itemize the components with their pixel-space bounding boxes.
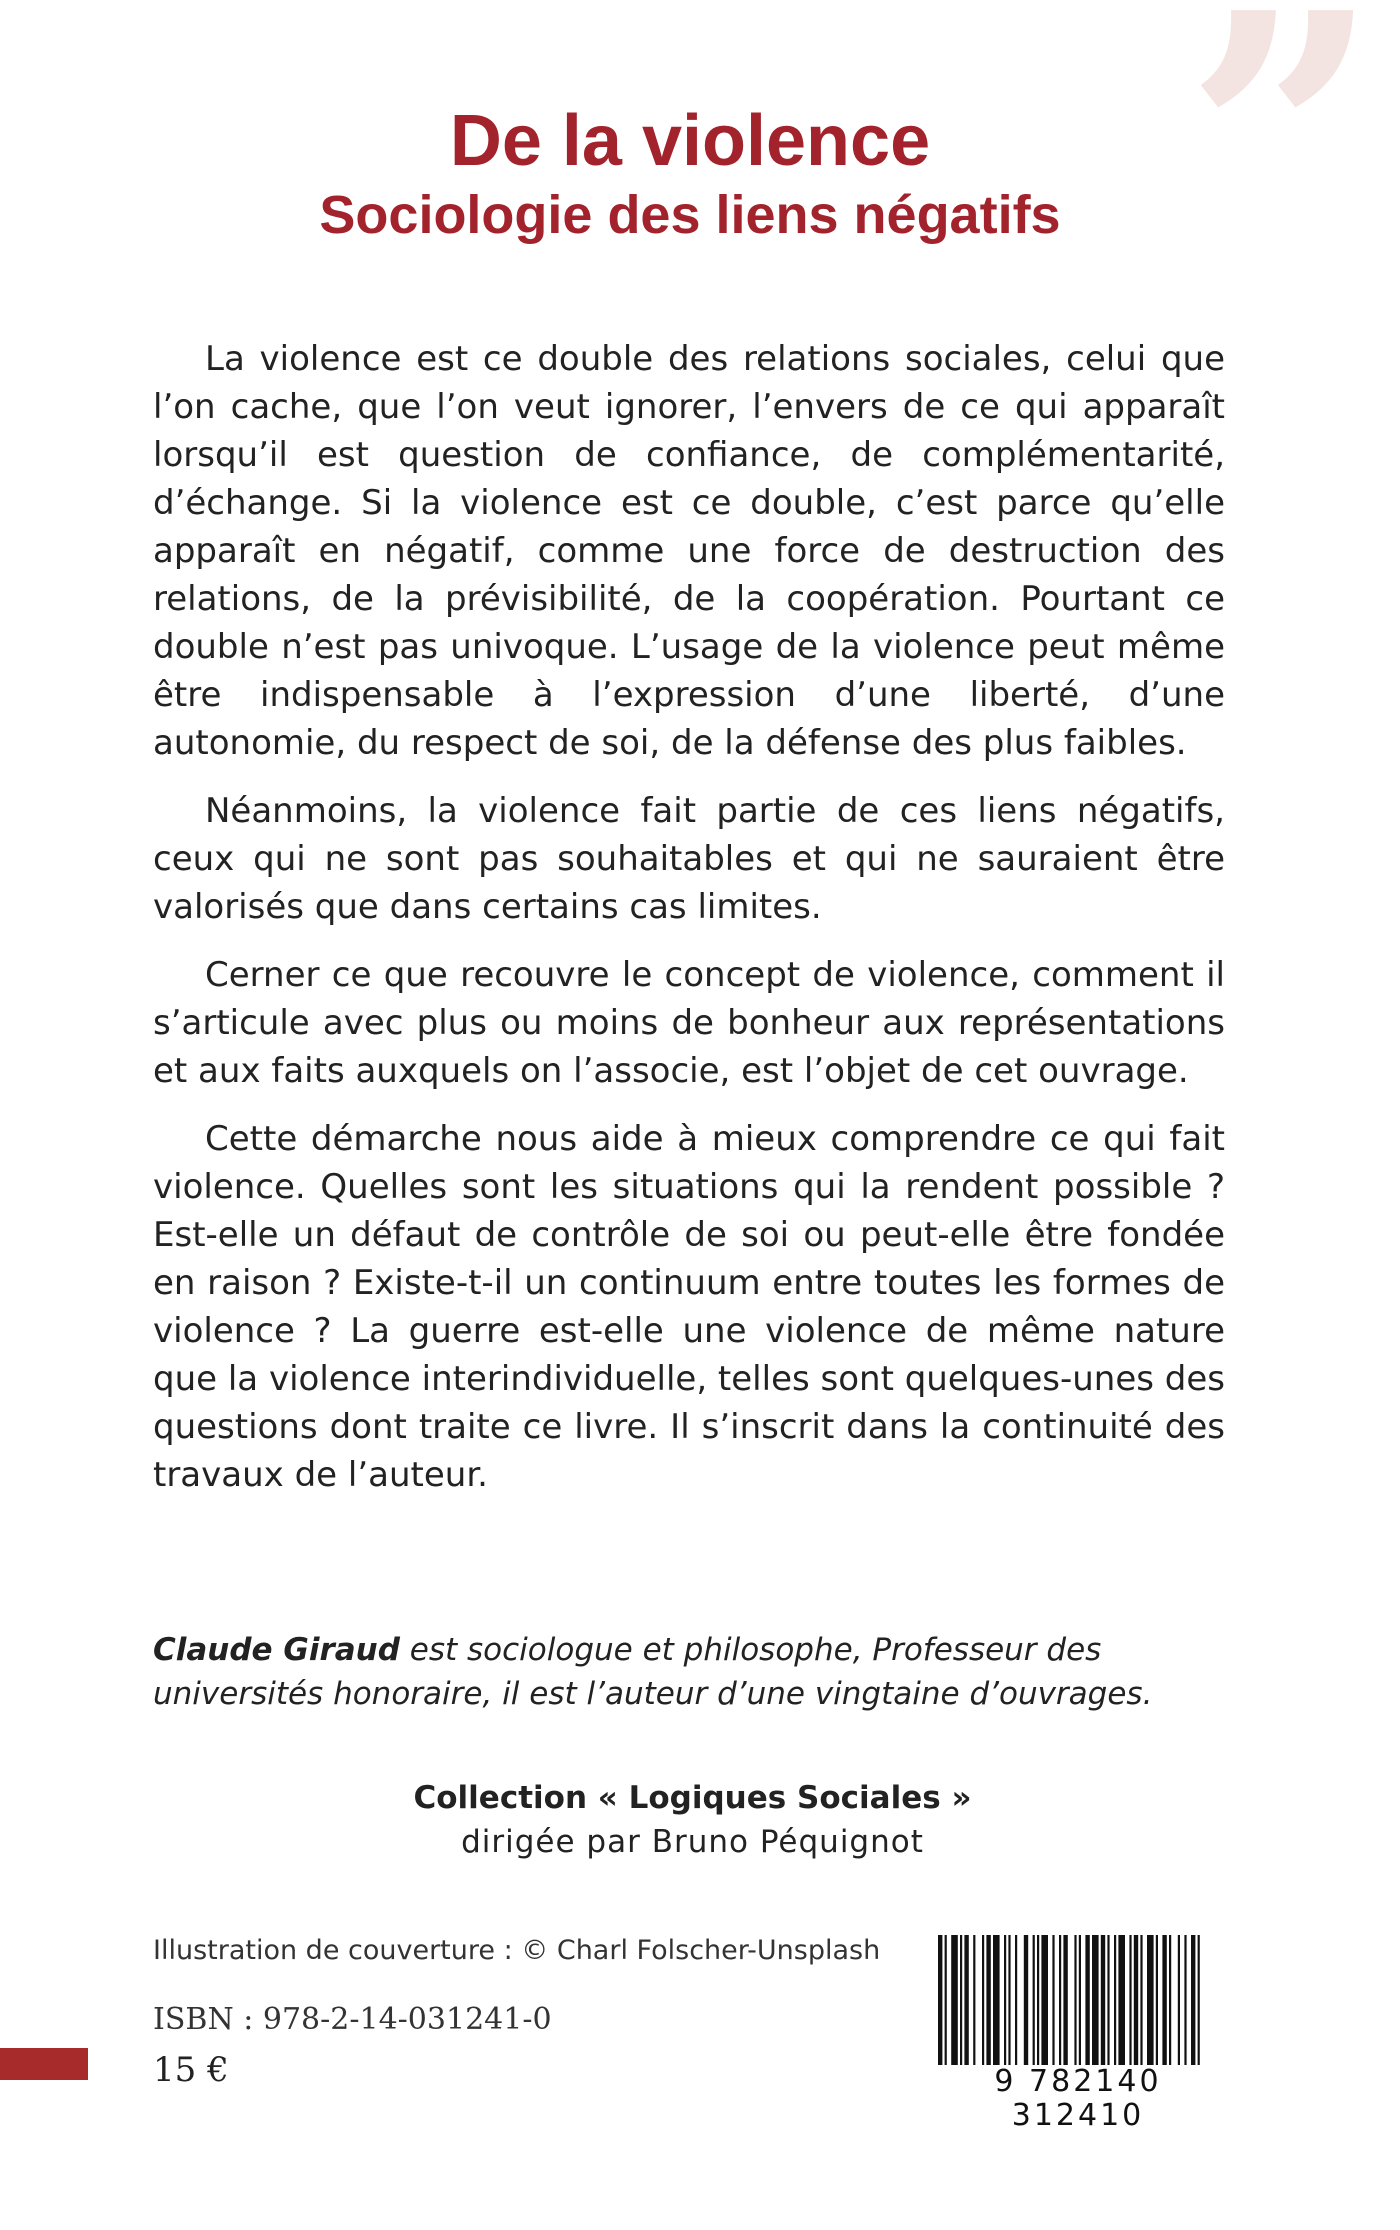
- barcode-bar: [1015, 1935, 1017, 2070]
- barcode-bar: [1092, 1935, 1099, 2070]
- barcode-bar: [1178, 1935, 1180, 2070]
- accent-bar: [0, 2048, 88, 2080]
- blurb: [153, 335, 1225, 1519]
- barcode-bar: [986, 1935, 990, 2070]
- collection-name: Collection « Logiques Sociales »: [413, 1780, 972, 1816]
- barcode-bar: [1074, 1935, 1076, 2070]
- blurb-paragraph: La violence est ce double des relations sociales, celui que l’on cache, que l’on veut ignorer, l’envers de ce qui apparaît lorsqu’il est question de confiance, de complémentarité, d’échange. Si la violence est ce double, c’est parce qu’elle apparaît en négatif, comme une force de destruction des relations, de la prévisibilité, de la coopération. Pourtant ce double n’est pas univoque. L’usage de la violence peut même être indispensable à l’expression d’une liberté, d’une autonomie, du respect de soi, de la défense des plus faibles.: [153, 339, 1225, 763]
- barcode-bar: [982, 1935, 984, 2070]
- barcode-bar: [945, 1935, 947, 2070]
- barcode-bar: [1063, 1935, 1067, 2070]
- barcode-bar: [1140, 1935, 1142, 2070]
- barcode-bar: [1059, 1935, 1061, 2070]
- author-description: est sociologue et philosophe, Professeur des universités honoraire, il est l’auteur d’une vingtaine d’ouvrages.: [153, 1632, 1153, 1712]
- barcode-bar: [964, 1935, 968, 2070]
- barcode-bar: [1079, 1935, 1081, 2070]
- barcode-bar: [1085, 1935, 1089, 2070]
- barcode-bar: [1184, 1935, 1186, 2070]
- barcode-bar: [951, 1935, 958, 2070]
- blurb-paragraph: Cette démarche nous aide à mieux comprendre ce qui fait violence. Quelles sont les situations qui la rendent possible ? Est-elle un défaut de contrôle de soi ou peut-elle être fondée en raison ? Existe-t-il un continuum entre toutes les formes de violence ? La guerre est-elle une violence de même nature que la violence interindividuelle, telles sont quelques-unes des questions dont traite ce livre. Il s’inscrit dans la continuité des travaux de l’auteur.: [153, 1119, 1225, 1495]
- barcode-bar: [1037, 1935, 1039, 2070]
- barcode-bar: [1156, 1935, 1158, 2070]
- barcode-bar: [1191, 1935, 1195, 2070]
- barcode-bar: [1008, 1935, 1010, 2070]
- barcode-digits: 9 782140 312410: [938, 2065, 1218, 2133]
- illustration-credit: Illustration de couverture : © Charl Folscher-Unsplash: [153, 1935, 881, 1966]
- collection-director: dirigée par Bruno Péquignot: [461, 1824, 924, 1860]
- book-title: De la violence: [449, 101, 931, 181]
- price: 15 €: [153, 2050, 229, 2090]
- barcode-bar: [1033, 1935, 1035, 2070]
- barcode-bar: [1101, 1935, 1105, 2070]
- decorative-quote-icon: ”: [1184, 0, 1360, 339]
- barcode-bar: [1162, 1935, 1166, 2070]
- collection-info: [0, 1776, 1385, 1864]
- blurb-paragraph: Cerner ce que recouvre le concept de violence, comment il s’articule avec plus ou moins de bonheur aux représentations et aux faits auxquels on l’associe, est l’objet de cet ouvrage.: [153, 955, 1225, 1091]
- barcode-bar: [1198, 1935, 1200, 2070]
- author-name: Claude Giraud: [153, 1632, 400, 1668]
- barcode-bar: [973, 1935, 975, 2070]
- barcode-bar: [1004, 1935, 1006, 2070]
- barcode-bar: [1052, 1935, 1054, 2070]
- barcode-bar: [1169, 1935, 1171, 2070]
- barcode-bar: [1114, 1935, 1116, 2070]
- isbn: ISBN : 978-2-14-031241-0: [153, 2002, 552, 2037]
- barcode-bar: [960, 1935, 962, 2070]
- blurb-paragraph: Néanmoins, la violence fait partie de ces liens négatifs, ceux qui ne sont pas souhaitables et qui ne sauraient être valorisés que dans certains cas limites.: [153, 791, 1225, 927]
- barcode-bars-icon: [938, 1935, 1218, 2070]
- barcode-bar: [1041, 1935, 1048, 2070]
- barcode-bar: [993, 1935, 1000, 2070]
- barcode-bar: [1107, 1935, 1109, 2070]
- barcode-bar: [1134, 1935, 1138, 2070]
- title-block: [0, 100, 1380, 248]
- barcode-bar: [1147, 1935, 1154, 2070]
- barcode-bar: [938, 1935, 942, 2070]
- book-subtitle: Sociologie des liens négatifs: [319, 185, 1061, 245]
- barcode-bar: [1024, 1935, 1028, 2070]
- barcode: [938, 1935, 1218, 2133]
- barcode-bar: [1118, 1935, 1125, 2070]
- author-bio: [153, 1628, 1225, 1716]
- barcode-bar: [1129, 1935, 1131, 2070]
